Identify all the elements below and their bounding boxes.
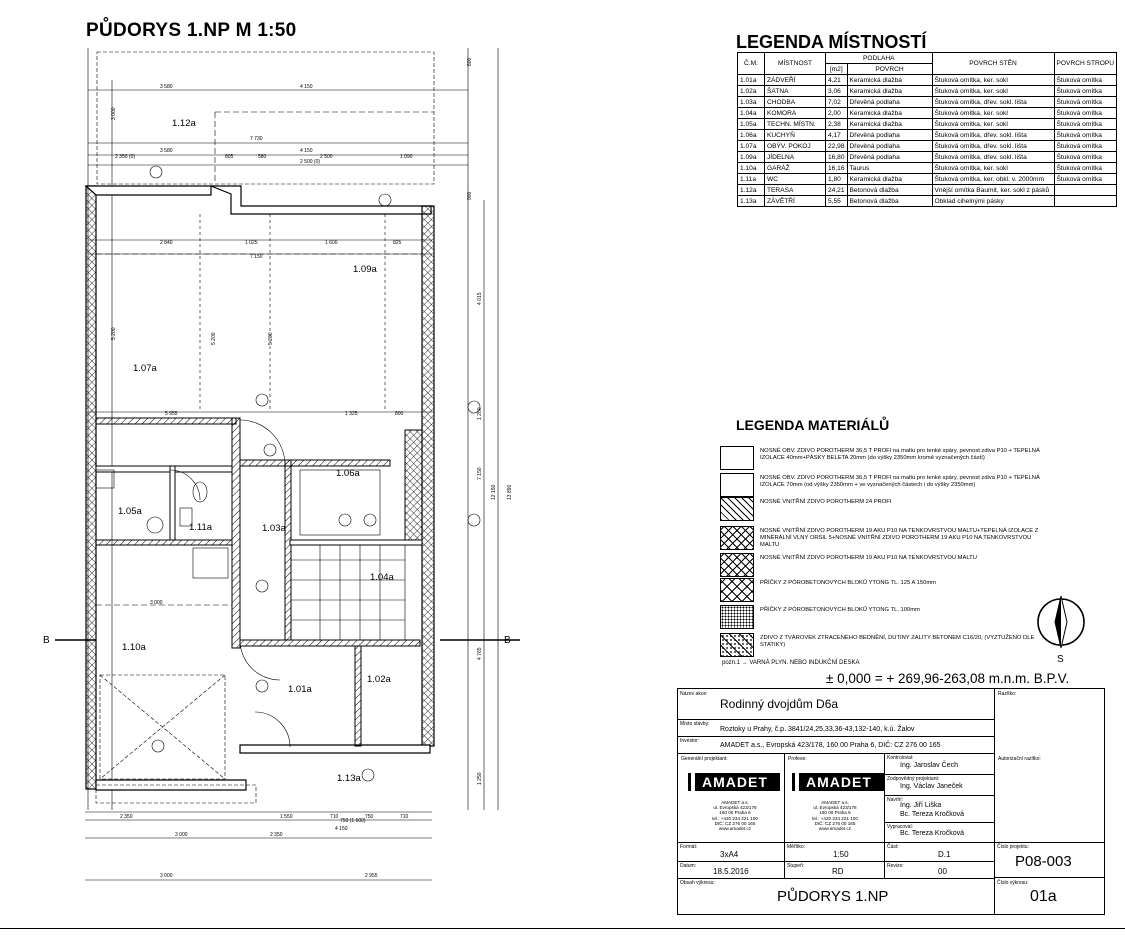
- svg-text:3 000: 3 000: [111, 107, 117, 120]
- room-cell-area: 2,00: [826, 108, 848, 119]
- svg-text:3 000: 3 000: [175, 832, 188, 838]
- material-legend-title: LEGENDA MATERIÁLŮ: [736, 417, 890, 433]
- room-cell-name: ZÁDVEŘÍ: [765, 75, 826, 86]
- room-cell-walls: Štuková omítka, ker. sokl: [932, 75, 1054, 86]
- room-cell-floor: Betonová dlažba: [847, 196, 932, 207]
- svg-text:3 580: 3 580: [160, 148, 173, 154]
- material-item: [720, 605, 1040, 633]
- room-cell-cm: 1.01a: [738, 75, 765, 86]
- room-label-1-01a: 1.01a: [288, 684, 312, 695]
- svg-text:805: 805: [225, 154, 234, 160]
- room-cell-area: 22,98: [826, 141, 848, 152]
- col-walls: POVRCH STĚN: [932, 53, 1054, 75]
- north-arrow-icon: [1035, 592, 1087, 664]
- room-cell-floor: Keramická dlažba: [847, 174, 932, 185]
- room-legend-table: [737, 52, 1117, 207]
- room-cell-ceiling: Štuková omítka: [1054, 141, 1117, 152]
- svg-text:7 150: 7 150: [250, 254, 263, 260]
- material-text: NOSNÉ VNITŘNÍ ZDIVO POROTHERM 24 PROFI: [760, 499, 892, 505]
- room-cell-ceiling: Štuková omítka: [1054, 119, 1117, 130]
- room-label-1-13a: 1.13a: [337, 773, 361, 784]
- height-reference: ± 0,000 = + 269,96-263,08 m.n.m. B.P.V.: [826, 671, 1070, 686]
- material-swatch: [720, 553, 754, 577]
- room-row: [738, 196, 1117, 207]
- room-cell-walls: Vnější omítka Baumit, ker. sokl z pásků: [932, 185, 1054, 196]
- room-cell-area: 3,06: [826, 86, 848, 97]
- room-cell-walls: Štuková omítka, dřev. sokl. lišta: [932, 130, 1054, 141]
- room-cell-cm: 1.05a: [738, 119, 765, 130]
- room-row: [738, 108, 1117, 119]
- room-cell-floor: Keramická dlažba: [847, 108, 932, 119]
- material-text: PŘÍČKY Z PÓROBETONOVÝCH BLOKŮ YTONG TL. 125 A 150mm: [760, 580, 937, 586]
- room-label-1-12a: 1.12a: [172, 118, 196, 129]
- room-cell-cm: 1.03a: [738, 97, 765, 108]
- material-item: [720, 553, 1040, 581]
- room-label-1-09a: 1.09a: [353, 264, 377, 275]
- room-label-1-06a: 1.06a: [336, 468, 360, 479]
- room-cell-walls: Štuková omítka, ker. sokl: [932, 108, 1054, 119]
- material-note: pozn.1 → VARNÁ PLYN. NEBO INDUKČNÍ DESKA: [722, 660, 860, 666]
- svg-text:1 325: 1 325: [345, 411, 358, 417]
- room-cell-ceiling: Štuková omítka: [1054, 108, 1117, 119]
- room-cell-floor: Keramická dlažba: [847, 86, 932, 97]
- material-swatch: [720, 473, 754, 497]
- room-label-1-03a: 1.03a: [262, 523, 286, 534]
- svg-text:750: 750: [365, 814, 374, 820]
- room-cell-ceiling: [1054, 185, 1117, 196]
- room-cell-name: KOMORA: [765, 108, 826, 119]
- room-cell-area: 4,21: [826, 75, 848, 86]
- material-item: [720, 446, 1040, 474]
- room-cell-cm: 1.09a: [738, 152, 765, 163]
- svg-text:3 000: 3 000: [150, 600, 163, 606]
- material-text: PŘÍČKY Z PÓROBETONOVÝCH BLOKŮ YTONG TL. 100mm: [760, 607, 920, 613]
- room-cell-walls: Štuková omítka, ker. sokl: [932, 86, 1054, 97]
- svg-text:7 730: 7 730: [250, 136, 263, 142]
- room-cell-walls: Štuková omítka, ker. sokl: [932, 163, 1054, 174]
- room-row: [738, 130, 1117, 141]
- room-cell-cm: 1.07a: [738, 141, 765, 152]
- room-cell-ceiling: [1054, 196, 1117, 207]
- room-cell-walls: Štuková omítka, ker. sokl: [932, 119, 1054, 130]
- room-cell-area: 1,80: [826, 174, 848, 185]
- room-row: [738, 97, 1117, 108]
- room-cell-area: 24,21: [826, 185, 848, 196]
- room-cell-cm: 1.04a: [738, 108, 765, 119]
- room-cell-cm: 1.10a: [738, 163, 765, 174]
- material-text: NOSNÉ VNITŘNÍ ZDIVO POROTHERM 19 AKU P10 NA TENKOVRSTVOU MALTU+TEPELNÁ IZOLACE Z MINERÁLNÍ VLNY ORSIL 5+NOSNÉ VNITŘNÍ ZDIVO POROTHERM 19 AKU P10 NA TENKOVRSTVOU MALTU: [760, 528, 1039, 548]
- room-cell-walls: Štuková omítka, dřev. sokl. lišta: [932, 97, 1054, 108]
- material-swatch: [720, 633, 754, 657]
- room-cell-floor: Dřevěná podlaha: [847, 141, 932, 152]
- room-cell-floor: Keramická dlažba: [847, 119, 932, 130]
- material-text: ZDIVO Z TVÁROVEK ZTRACENÉHO BEDNĚNÍ, DUTINY ZALITY BETONEM C16/20, (VYZTUŽENO DLE STATIKY): [760, 635, 1035, 648]
- col-area: [m2]: [826, 64, 848, 75]
- room-cell-area: 16,80: [826, 152, 848, 163]
- svg-text:1 250: 1 250: [477, 772, 483, 785]
- room-cell-area: 7,02: [826, 97, 848, 108]
- room-row: [738, 75, 1117, 86]
- svg-text:5 955: 5 955: [165, 411, 178, 417]
- svg-text:800: 800: [395, 411, 404, 417]
- svg-text:2 955: 2 955: [365, 873, 378, 879]
- material-swatch: [720, 578, 754, 602]
- room-row: [738, 185, 1117, 196]
- room-cell-name: GARÁŽ: [765, 163, 826, 174]
- svg-text:710: 710: [400, 814, 409, 820]
- room-cell-cm: 1.13a: [738, 196, 765, 207]
- amadet-logo-2: AMADET: [792, 773, 884, 791]
- material-swatch: [720, 605, 754, 629]
- room-cell-floor: Dřevěná podlaha: [847, 97, 932, 108]
- material-swatch: [720, 497, 754, 521]
- svg-text:7 150: 7 150: [477, 467, 483, 480]
- room-cell-floor: Taurus: [847, 163, 932, 174]
- room-cell-cm: 1.12a: [738, 185, 765, 196]
- svg-text:5 200: 5 200: [211, 332, 217, 345]
- room-cell-ceiling: Štuková omítka: [1054, 86, 1117, 97]
- project-place: Roztoky u Prahy, č.p. 3841/24,25,33,36-43,132-140, k.ú. Žalov: [720, 726, 915, 733]
- col-floor: PODLAHA: [826, 53, 933, 64]
- room-cell-floor: Betonová dlažba: [847, 185, 932, 196]
- room-label-1-04a: 1.04a: [370, 572, 394, 583]
- svg-text:4 150: 4 150: [300, 148, 313, 154]
- svg-text:825: 825: [393, 240, 402, 246]
- room-cell-cm: 1.06a: [738, 130, 765, 141]
- room-cell-area: 16,16: [826, 163, 848, 174]
- room-cell-floor: Dřevěná podlaha: [847, 130, 932, 141]
- material-text: NOSNÉ OBV. ZDIVO POROTHERM 36,5 T PROFI na maltu pro tenké spáry, pevnost zdiva P10 + TEPELNÁ IZOLACE 40mm+PÁSKY BELETA 20mm (do výšky 2350mm kromě vyznačených částí): [760, 448, 1040, 461]
- svg-text:2 350: 2 350: [120, 814, 133, 820]
- svg-text:12 150: 12 150: [491, 484, 497, 500]
- svg-text:1 090: 1 090: [400, 154, 413, 160]
- room-cell-name: ŠATNA: [765, 86, 826, 97]
- room-cell-ceiling: Štuková omítka: [1054, 163, 1117, 174]
- material-item: [720, 497, 1040, 525]
- section-mark-left: B: [43, 635, 50, 646]
- room-label-1-10a: 1.10a: [122, 642, 146, 653]
- col-ceiling: POVRCH STROPU: [1054, 53, 1117, 75]
- material-item: [720, 526, 1040, 554]
- svg-text:1 600: 1 600: [325, 240, 338, 246]
- project-investor: AMADET a.s., Evropská 423/178, 160 00 Praha 6, DIČ: CZ 276 00 165: [720, 742, 941, 749]
- material-swatch: [720, 526, 754, 550]
- room-row: [738, 152, 1117, 163]
- drawing-title: PŮDORYS 1.NP M 1:50: [86, 20, 297, 41]
- svg-text:1 550: 1 550: [280, 814, 293, 820]
- svg-text:3 580: 3 580: [160, 84, 173, 90]
- room-label-1-07a: 1.07a: [133, 363, 157, 374]
- room-cell-floor: Keramická dlažba: [847, 75, 932, 86]
- svg-text:600: 600: [467, 57, 473, 66]
- room-cell-name: KUCHYŇ: [765, 130, 826, 141]
- room-cell-walls: Štuková omítka, dřev. sokl. lišta: [932, 152, 1054, 163]
- room-cell-name: JÍDELNA: [765, 152, 826, 163]
- svg-text:2 840: 2 840: [160, 240, 173, 246]
- svg-text:4 150: 4 150: [300, 84, 313, 90]
- svg-text:S: S: [1057, 654, 1064, 664]
- svg-text:580: 580: [258, 154, 267, 160]
- svg-text:900: 900: [467, 191, 473, 200]
- svg-text:2 500: 2 500: [320, 154, 333, 160]
- material-item: [720, 633, 1040, 661]
- amadet-logo-1: AMADET: [688, 773, 780, 791]
- room-row: [738, 141, 1117, 152]
- room-row: [738, 174, 1117, 185]
- svg-text:5 200: 5 200: [268, 332, 274, 345]
- col-cm: Č.M.: [738, 53, 765, 75]
- svg-text:2 500 (0): 2 500 (0): [300, 159, 321, 165]
- svg-text:2 350 (0): 2 350 (0): [115, 154, 136, 160]
- project-number: P08-003: [1015, 853, 1072, 870]
- svg-text:710: 710: [330, 814, 339, 820]
- room-cell-name: ZÁVĚTŘÍ: [765, 196, 826, 207]
- room-row: [738, 86, 1117, 97]
- room-row: [738, 119, 1117, 130]
- room-cell-walls: Štuková omítka, ker. obkl. v. 2000mm: [932, 174, 1054, 185]
- material-item: [720, 578, 1040, 606]
- room-legend-title: LEGENDA MÍSTNOSTÍ: [736, 32, 927, 52]
- room-cell-ceiling: Štuková omítka: [1054, 152, 1117, 163]
- svg-text:750 (1 600): 750 (1 600): [340, 818, 366, 824]
- room-label-1-02a: 1.02a: [367, 674, 391, 685]
- col-name: MÍSTNOST: [765, 53, 826, 75]
- room-cell-ceiling: Štuková omítka: [1054, 174, 1117, 185]
- svg-text:13 890: 13 890: [507, 484, 513, 500]
- room-cell-name: TERASA: [765, 185, 826, 196]
- svg-text:1 200: 1 200: [477, 407, 483, 420]
- room-cell-ceiling: Štuková omítka: [1054, 130, 1117, 141]
- section-mark-right: B: [504, 635, 511, 646]
- room-cell-area: 2,38: [826, 119, 848, 130]
- drawing-content: PŮDORYS 1.NP: [777, 888, 889, 905]
- room-cell-cm: 1.02a: [738, 86, 765, 97]
- room-cell-walls: Štuková omítka, dřev. sokl. lišta: [932, 141, 1054, 152]
- room-cell-walls: Obklad cihelnými pásky: [932, 196, 1054, 207]
- drawing-number: 01a: [1030, 888, 1057, 905]
- material-text: NOSNÉ OBV. ZDIVO POROTHERM 36,5 T PROFI na maltu pro tenké spáry, pevnost zdiva P10 + TEPELNÁ IZOLACE 70mm (od výšky 2350mm + ve vyznačených částech i do výšky 2350mm): [760, 475, 1040, 488]
- room-cell-area: 4,17: [826, 130, 848, 141]
- room-cell-cm: 1.11a: [738, 174, 765, 185]
- material-text: NOSNÉ VNITŘNÍ ZDIVO POROTHERM 19 AKU P10 NA TENKOVRSTVOU MALTU: [760, 555, 977, 561]
- room-cell-ceiling: Štuková omítka: [1054, 75, 1117, 86]
- svg-text:4 015: 4 015: [477, 292, 483, 305]
- room-cell-area: 5,55: [826, 196, 848, 207]
- material-swatch: [720, 446, 754, 470]
- room-label-1-05a: 1.05a: [118, 506, 142, 517]
- svg-text:4 150: 4 150: [335, 826, 348, 832]
- svg-text:4 765: 4 765: [477, 647, 483, 660]
- svg-text:2 350: 2 350: [270, 832, 283, 838]
- room-label-1-11a: 1.11a: [189, 522, 213, 533]
- room-cell-name: CHODBA: [765, 97, 826, 108]
- room-cell-ceiling: Štuková omítka: [1054, 97, 1117, 108]
- svg-text:1 025: 1 025: [245, 240, 258, 246]
- room-cell-name: TECHN. MÍSTN.: [765, 119, 826, 130]
- svg-text:5 200: 5 200: [111, 327, 117, 340]
- room-cell-floor: Dřevěná podlaha: [847, 152, 932, 163]
- room-cell-name: WC: [765, 174, 826, 185]
- room-row: [738, 163, 1117, 174]
- svg-text:3 000: 3 000: [160, 873, 173, 879]
- room-cell-name: OBÝV. POKOJ: [765, 141, 826, 152]
- col-floor-surface: POVRCH: [847, 64, 932, 75]
- project-name: Rodinný dvojdům D6a: [720, 697, 839, 711]
